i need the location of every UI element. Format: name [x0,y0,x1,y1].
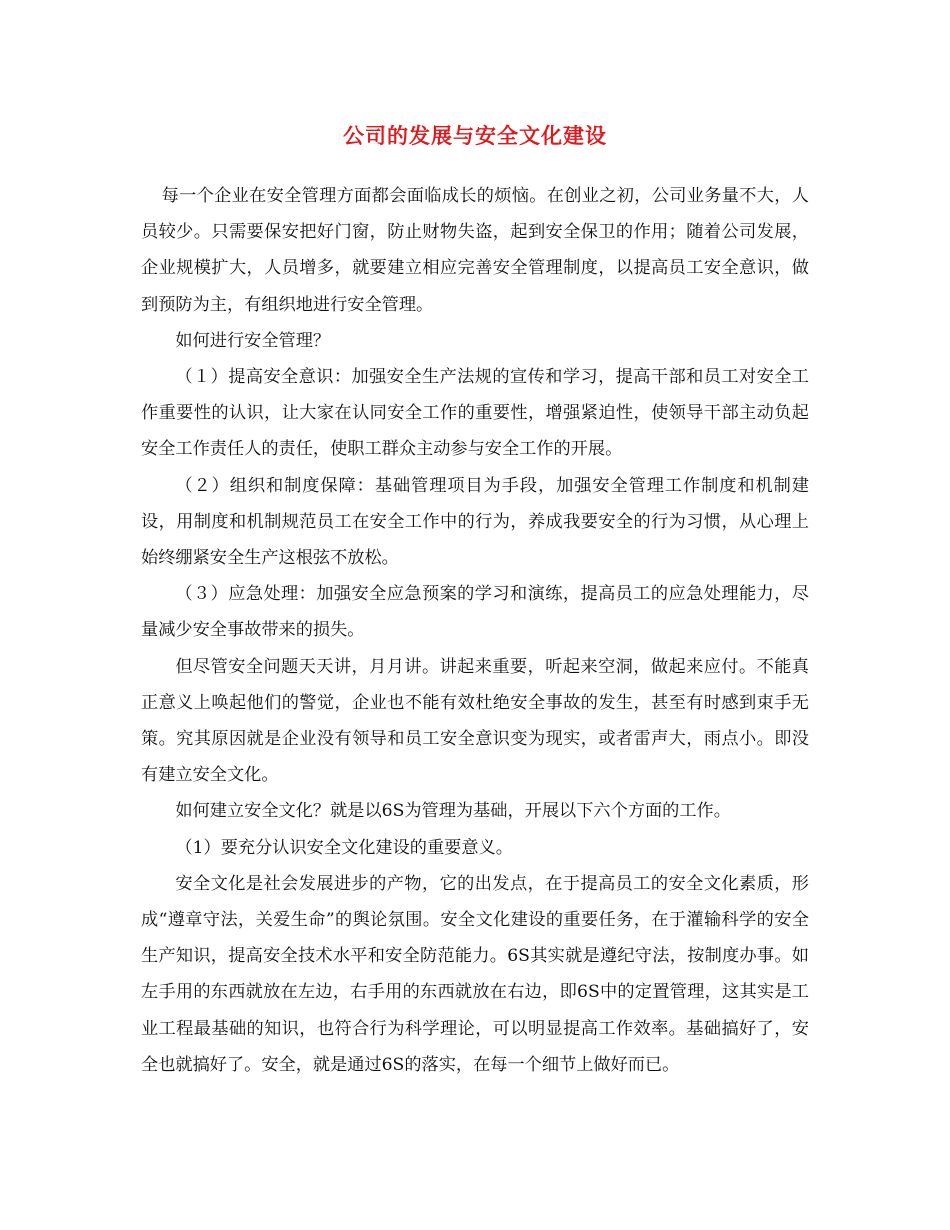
paragraph-point-1: （１）提高安全意识：加强安全生产法规的宣传和学习，提高干部和员工对安全工作重要性的认识，让大家在认同安全工作的重要性，增强紧迫性，使领导干部主动负起安全工作责任人的责任，使职工群众主动参与安全工作的开展。 [141,367,809,460]
paragraph-culture-detail: 安全文化是社会发展进步的产物，它的出发点，在于提高员工的安全文化素质，形成“遵章守法，关爱生命”的舆论氛围。安全文化建设的重要任务，在于灌输科学的安全生产知识，提高安全技术水平和安全防范能力。6S其实就是遵纪守法，按制度办事。如左手用的东西就放在左边，右手用的东西就放在右边，即6S中的定置管理，这其实是工业工程最基础的知识，也符合行为科学理论，可以明显提高工作效率。基础搞好了，安全也就搞好了。安全，就是通过6S的落实，在每一个细节上做好而已。 [141,873,809,1075]
paragraph-how-to-manage: 如何进行安全管理？ [175,330,331,351]
paragraph-point-2: （２）组织和制度保障：基础管理项目为手段，加强安全管理工作制度和机制建设，用制度和机制规范员工在安全工作中的行为，养成我要安全的行为习惯，从心理上始终绷紧安全生产这根弦不放松。 [141,475,809,569]
document-body [141,178,809,1083]
paragraph-culture-point-1: （1）要充分认识安全文化建设的重要意义。 [175,837,513,858]
paragraph-problem: 但尽管安全问题天天讲，月月讲。讲起来重要，听起来空洞，做起来应付。不能真正意义上唤起他们的警觉，企业也不能有效杜绝安全事故的发生，甚至有时感到束手无策。究其原因就是企业没有领导和员工安全意识变为现实，或者雷声大，雨点小。即没有建立安全文化。 [141,656,809,786]
paragraph-how-to-build-culture: 如何建立安全文化？就是以6S为管理为基础，开展以下六个方面的工作。 [175,801,731,822]
paragraph-point-3: （３）应急处理：加强安全应急预案的学习和演练，提高员工的应急处理能力，尽量减少安全事故带来的损失。 [141,584,809,641]
paragraph-intro: 每一个企业在安全管理方面都会面临成长的烦恼。在创业之初，公司业务量不大，人员较少。只需要保安把好门窗，防止财物失盗，起到安全保卫的作用；随着公司发展，企业规模扩大，人员增多，就要建立相应完善安全管理制度，以提高员工安全意识，做到预防为主，有组织地进行安全管理。 [141,186,809,315]
document-title: 公司的发展与安全文化建设 [343,123,607,148]
